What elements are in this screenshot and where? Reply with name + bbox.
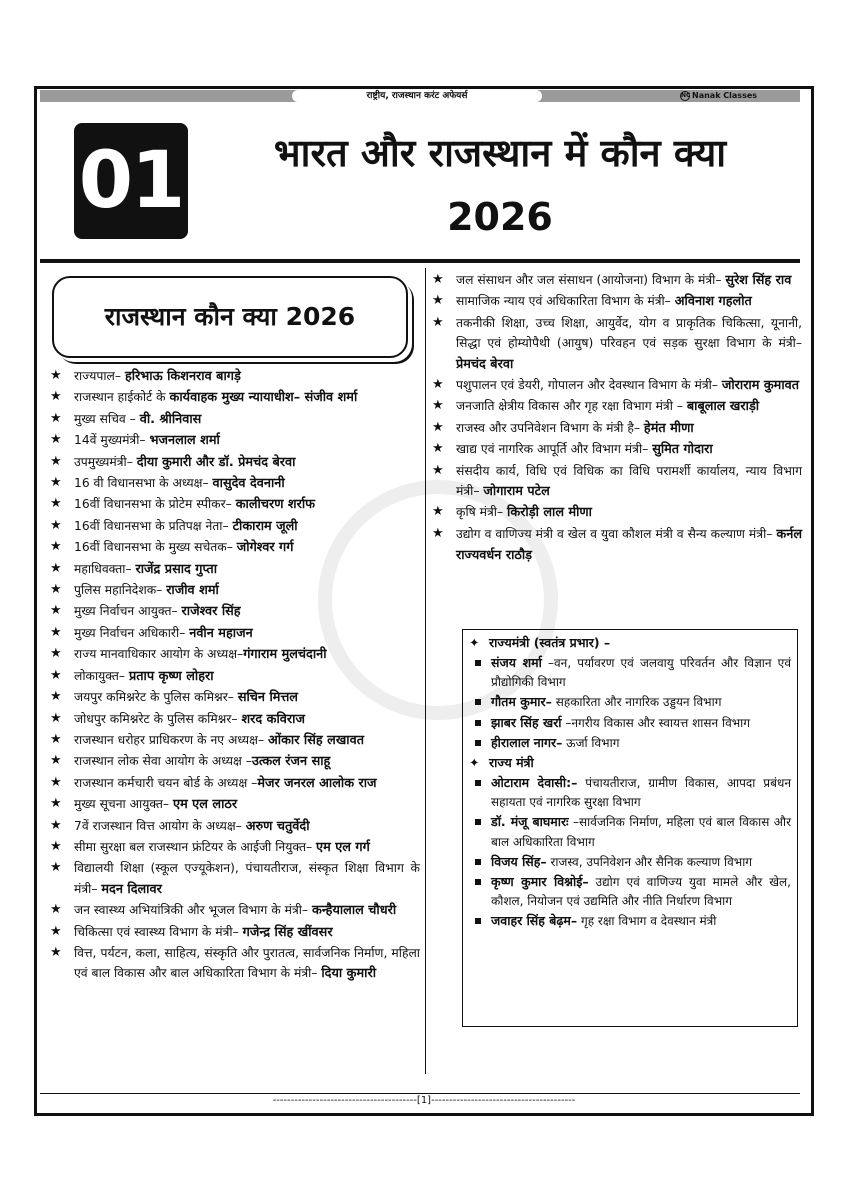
column-divider [425, 268, 426, 1074]
list-item-text [74, 452, 420, 473]
list-item-text [74, 794, 420, 815]
star-bullet-icon: ★ [432, 419, 444, 435]
list-item-text [74, 730, 420, 751]
item-label: जल संसाधन और जल संसाधन (आयोजना) विभाग के मंत्री– [456, 273, 726, 287]
item-label: सहकारिता और नागरिक उड्डयन विभाग [551, 695, 722, 710]
star-bullet-icon: ★ [432, 504, 444, 520]
list-item [50, 900, 420, 921]
star-bullet-icon: ★ [432, 441, 444, 457]
list-item [432, 313, 802, 375]
item-name: झाबर सिंह खर्रा [491, 714, 562, 730]
item-label: 16वीं विधानसभा के प्रोटेम स्पीकर– [74, 497, 236, 512]
list-item [432, 461, 802, 503]
star-bullet-icon: ★ [432, 314, 444, 330]
item-name: कालीचरण शर्राफ [235, 497, 316, 513]
star-bullet-icon: ★ [50, 475, 62, 491]
square-bullet-icon [469, 852, 491, 872]
list-item [50, 816, 420, 837]
star-bullet-icon: ★ [50, 368, 62, 383]
list-item [432, 270, 802, 291]
star-bullet-icon: ★ [50, 624, 62, 640]
square-bullet-icon [469, 733, 491, 753]
list-item [50, 730, 420, 751]
list-item [50, 687, 420, 708]
page-title-line2: 2026 [447, 195, 553, 239]
item-label: जोधपुर कमिश्नरेट के पुलिस कमिश्नर– [74, 711, 242, 726]
list-item-text [491, 713, 791, 733]
cross-bullet-icon: ✦ [469, 755, 480, 771]
list-item [469, 911, 791, 931]
item-label: जन स्वास्थ्य अभियांत्रिकी और भूजल विभाग के मंत्री– [74, 903, 312, 918]
list-item [50, 837, 420, 858]
item-name: ओटाराम देवासी:– [491, 775, 578, 791]
item-name: दीया कुमारी और डॉ. प्रेमचंद बेरवा [136, 454, 296, 470]
item-label: तकनीकी शिक्षा, उच्च शिक्षा, आयुर्वेद, योग व प्राकृतिक चिकित्सा, यूनानी, सिद्धा एवं होम्योपैथी (आयुष) परिवहन एवं सड़क सुरक्षा विभाग के मंत्री– [456, 315, 802, 351]
list-item [432, 375, 802, 396]
square-bullet-icon [469, 773, 491, 812]
star-bullet-icon: ★ [50, 667, 62, 683]
item-name: वासुदेव देवनानी [212, 476, 285, 492]
square-bullet-icon [469, 812, 491, 851]
item-name: हीरालाल नागर– [491, 734, 563, 750]
box-heading-2 [469, 753, 791, 773]
list-item [432, 396, 802, 417]
item-name: अविनाश गहलोत [674, 294, 752, 310]
list-item-text [74, 387, 420, 408]
left-column [50, 366, 420, 985]
list-item [432, 439, 802, 460]
item-name: मेजर जनरल आलोक राज [257, 775, 377, 791]
list-item [432, 502, 802, 523]
item-label: मुख्य निर्वाचन आयुक्त– [74, 604, 182, 619]
star-bullet-icon: ★ [50, 902, 62, 918]
list-item [469, 852, 791, 872]
star-bullet-icon: ★ [50, 817, 62, 833]
star-bullet-icon: ★ [50, 689, 62, 705]
list-item [50, 794, 420, 815]
item-name: प्रेमचंद बेरवा [456, 356, 514, 372]
item-label: –सार्वजनिक निर्माण, महिला एवं बाल विकास और बाल अधिकारिता विभाग [491, 815, 791, 849]
item-name: जवाहर सिंह बेढ़म– [491, 913, 578, 929]
list-item [50, 473, 420, 494]
item-label: कृषि मंत्री– [456, 505, 508, 520]
item-name: अरुण चतुर्वेदी [245, 818, 310, 834]
item-name: हेमंत मीणा [643, 420, 694, 436]
footer-divider [40, 1093, 800, 1094]
list-item [50, 559, 420, 580]
list-item [50, 409, 420, 430]
list-item [432, 524, 802, 567]
item-label: राजस्थान हाईकोर्ट के [74, 390, 170, 405]
item-label: पंचायतीराज, ग्रामीण विकास, आपदा प्रबंधन सहायता एवं नागरिक सुरक्षा विभाग [491, 776, 791, 810]
list-item [469, 872, 791, 911]
star-bullet-icon: ★ [50, 410, 62, 426]
list-item-text [74, 516, 420, 537]
item-label: 16 वी विधानसभा के अध्यक्ष– [74, 476, 213, 491]
star-bullet-icon: ★ [50, 603, 62, 619]
item-name: प्रताप कृष्ण लोहरा [128, 668, 214, 684]
list-item [469, 692, 791, 712]
list-item-text [456, 291, 802, 312]
list-item-text [491, 692, 791, 712]
item-name: कृष्ण कुमार विश्नोई– [491, 874, 589, 890]
list-item [50, 366, 420, 387]
list-item-text [456, 502, 802, 523]
list-item-text [456, 270, 802, 291]
list-item-text [74, 430, 420, 451]
item-label: सामाजिक न्याय एवं अधिकारिता विभाग के मंत्री– [456, 294, 675, 309]
list-item-text [491, 653, 791, 692]
list-item-text [74, 537, 420, 558]
item-label: राज्यपाल– [74, 369, 125, 383]
item-name: संजय शर्मा [491, 655, 542, 670]
item-name: उत्कल रंजन साहू [251, 754, 331, 770]
box-group-2 [469, 773, 791, 932]
list-item [432, 418, 802, 439]
list-item [469, 733, 791, 753]
list-item-text [74, 666, 420, 687]
star-bullet-icon: ★ [50, 496, 62, 512]
item-label: राजस्व और उपनिवेशन विभाग के मंत्री है– [456, 420, 644, 435]
list-item-text [74, 900, 420, 921]
list-item-text [74, 366, 420, 387]
list-item-text [456, 524, 802, 567]
list-item [50, 430, 420, 451]
star-bullet-icon: ★ [50, 710, 62, 726]
star-bullet-icon: ★ [50, 389, 62, 405]
item-label: लोकायुक्त– [74, 668, 129, 683]
star-bullet-icon: ★ [50, 560, 62, 576]
item-label: ऊर्जा विभाग [562, 735, 620, 750]
item-label: 16वीं विधानसभा के मुख्य सचेतक– [74, 540, 237, 555]
item-label: राज्य मानवाधिकार आयोग के अध्यक्ष– [74, 647, 244, 662]
item-label: मुख्य सचिव – [74, 411, 140, 426]
item-name: गंगाराम मुलचंदानी [243, 647, 327, 663]
list-item-text [74, 559, 420, 580]
list-item [432, 291, 802, 312]
item-name: राजीव शर्मा [166, 583, 219, 599]
page-number: ----------------------------------------[1]---------------------------------------- [272, 1095, 576, 1106]
item-name: ओंकार सिंह लखावत [268, 732, 365, 748]
right-column [432, 270, 802, 567]
list-item-text [74, 623, 420, 644]
item-label: पुलिस महानिदेशक– [74, 583, 167, 598]
square-bullet-icon [469, 911, 491, 931]
list-item-text [74, 473, 420, 494]
square-bullet-icon [469, 692, 491, 712]
square-bullet-icon [469, 872, 491, 911]
item-label: जनजाति क्षेत्रीय विकास और गृह रक्षा विभाग मंत्री – [456, 399, 687, 414]
item-label: खाद्य एवं नागरिक आपूर्ति और विभाग मंत्री– [456, 442, 653, 457]
list-item [469, 713, 791, 733]
page-title-line1: भारत और राजस्थान में कौन क्या [273, 131, 727, 175]
list-item [50, 452, 420, 473]
list-item [50, 858, 420, 900]
list-item [50, 943, 420, 985]
item-name: जोगेश्वर गर्ग [236, 540, 294, 556]
list-item-text [456, 418, 802, 439]
item-label: संसदीय कार्य, विधि एवं विधिक का विधि परामर्शी कार्यालय, न्याय विभाग मंत्री– [456, 463, 802, 499]
item-name: सुरेश सिंह राव [725, 273, 792, 288]
star-bullet-icon: ★ [50, 731, 62, 747]
item-name: जोगाराम पटेल [483, 484, 550, 500]
box-heading-1 [469, 633, 791, 653]
star-bullet-icon: ★ [50, 539, 62, 555]
item-name: सुमित गोदारा [652, 442, 713, 458]
item-label: गृह रक्षा विभाग व देवस्थान मंत्री [577, 914, 717, 929]
item-label: –नगरीय विकास और स्वायत्त शासन विभाग [561, 715, 751, 730]
box-heading-1-text: राज्यमंत्री (स्वतंत्र प्रभार) – [489, 635, 611, 650]
list-item [50, 387, 420, 408]
item-name: दिया कुमारी [321, 966, 377, 982]
item-label: सीमा सुरक्षा बल राजस्थान फ्रंटियर के आईजी नियुक्त– [74, 839, 317, 854]
list-item-text [74, 837, 420, 858]
star-bullet-icon: ★ [432, 377, 444, 393]
item-name: विजय सिंह– [491, 853, 547, 869]
list-item [50, 773, 420, 794]
item-name: टीकाराम जूली [232, 518, 298, 534]
square-bullet-icon [469, 653, 491, 692]
list-item-text [491, 872, 791, 911]
list-item [50, 494, 420, 515]
item-label: राजस्थान कर्मचारी चयन बोर्ड के अध्यक्ष – [74, 775, 258, 790]
list-item-text [74, 580, 420, 601]
list-item [50, 623, 420, 644]
item-name: राजेंद्र प्रसाद गुप्ता [135, 561, 218, 577]
list-item [50, 922, 420, 943]
item-label: उपमुख्यमंत्री– [74, 454, 137, 469]
top-bar-title: राष्ट्रीय, राजस्थान करंट अफेयर्स [292, 90, 542, 102]
chapter-number: 01 [74, 123, 188, 239]
item-name: बाबूलाल खराड़ी [686, 399, 760, 415]
item-label: 7वें राजस्थान वित्त आयोग के अध्यक्ष– [74, 818, 246, 833]
list-item [50, 537, 420, 558]
section-banner: राजस्थान कौन क्या 2026 [52, 276, 408, 358]
box-heading-2-text: राज्य मंत्री [489, 755, 534, 771]
item-name: गजेन्द्र सिंह खींवसर [242, 924, 333, 940]
item-label: उद्योग एवं वाणिज्य युवा मामले और खेल, कौशल, नियोजन एवं उद्यमिति और नीति निर्धारण विभाग [491, 875, 791, 909]
star-bullet-icon: ★ [50, 432, 62, 448]
item-label: चिकित्सा एवं स्वास्थ्य विभाग के मंत्री– [74, 924, 243, 939]
item-label: जयपुर कमिश्नरेट के पुलिस कमिश्नर– [74, 690, 238, 705]
list-item-text [456, 461, 802, 503]
star-bullet-icon: ★ [50, 582, 62, 598]
item-label: –वन, पर्यावरण एवं जलवायु परिवर्तन और विज्ञान एवं प्रौद्योगिकी विभाग [491, 656, 791, 690]
item-name: भजनलाल शर्मा [149, 433, 220, 449]
star-bullet-icon: ★ [50, 753, 62, 769]
list-item [50, 751, 420, 772]
star-bullet-icon: ★ [50, 860, 62, 876]
item-label: राजस्थान धरोहर प्राधिकरण के नए अध्यक्ष– [74, 732, 269, 747]
list-item-text [491, 773, 791, 812]
list-item-text [491, 911, 791, 931]
cross-bullet-icon: ✦ [469, 635, 480, 650]
item-label: वित्त, पर्यटन, कला, साहित्य, संस्कृति और पुरातत्व, सार्वजनिक निर्माण, महिला एवं बाल विकास और बाल अधिकारिता विभाग के मंत्री– [74, 945, 420, 981]
box-group-1 [469, 653, 791, 753]
list-item [469, 653, 791, 692]
list-item-text [74, 943, 420, 985]
list-item-text [456, 313, 802, 375]
item-label: उद्योग व वाणिज्य मंत्री व खेल व युवा कौशल मंत्री व सैन्य कल्याण मंत्री– [456, 526, 777, 541]
list-item-text [74, 816, 420, 837]
list-item-text [456, 439, 802, 460]
star-bullet-icon: ★ [50, 646, 62, 662]
header-divider [40, 259, 800, 263]
star-bullet-icon: ★ [50, 838, 62, 854]
list-item-text [74, 644, 420, 665]
item-label: 14वें मुख्यमंत्री– [74, 433, 150, 448]
list-item-text [491, 852, 791, 872]
list-item [50, 709, 420, 730]
item-label: विद्यालयी शिक्षा (स्कूल एज्यूकेशन), पंचायतीराज, संस्कृत शिक्षा विभाग के मंत्री– [74, 861, 420, 896]
star-bullet-icon: ★ [432, 525, 444, 541]
list-item-text [74, 773, 420, 794]
list-item-text [74, 709, 420, 730]
item-name: एम एल लाठर [173, 797, 238, 813]
list-item-text [491, 812, 791, 851]
star-bullet-icon: ★ [432, 272, 444, 287]
item-label: 16वीं विधानसभा के प्रतिपक्ष नेता– [74, 518, 233, 533]
brand-logo-icon: NC [681, 92, 691, 99]
list-item-text [74, 494, 420, 515]
list-item-text [491, 733, 791, 753]
list-item [50, 666, 420, 687]
item-label: राजस्व, उपनिवेशन और सैनिक कल्याण विभाग [546, 854, 753, 869]
item-name: कर्नल राज्यवर्धन राठौड़ [456, 526, 802, 564]
list-item [469, 773, 791, 812]
item-name: किरोड़ी लाल मीणा [507, 505, 592, 521]
square-bullet-icon [469, 713, 491, 733]
list-item [50, 580, 420, 601]
item-name: हरिभाऊ किशनराव बागड़े [124, 369, 241, 384]
star-bullet-icon: ★ [432, 462, 444, 478]
star-bullet-icon: ★ [50, 796, 62, 812]
star-bullet-icon: ★ [50, 517, 62, 533]
list-item [50, 601, 420, 622]
item-name: जोराराम कुमावत [721, 378, 800, 394]
list-item-text [74, 687, 420, 708]
item-name: सचिन मित्तल [237, 690, 298, 706]
list-item-text [74, 922, 420, 943]
item-name: कन्हैयालाल चौधरी [312, 903, 397, 919]
list-item [50, 516, 420, 537]
ministers-box [462, 629, 798, 1027]
item-label: महाधिवक्ता– [74, 561, 136, 576]
star-bullet-icon: ★ [50, 944, 62, 960]
list-item-text [74, 409, 420, 430]
item-name: एम एल गर्ग [316, 839, 370, 855]
brand-name: Nanak Classes [692, 91, 758, 100]
item-label: मुख्य निर्वाचन अधिकारी– [74, 625, 190, 640]
item-name: डॉ. मंजू बाघमारः [491, 814, 569, 830]
item-name: राजेश्वर सिंह [181, 604, 241, 620]
item-name: कार्यवाहक मुख्य न्यायाधीश– संजीव शर्मा [169, 390, 358, 406]
item-name: शरद कविराज [241, 711, 305, 727]
list-item-text [74, 601, 420, 622]
item-label: पशुपालन एवं डेयरी, गोपालन और देवस्थान विभाग के मंत्री– [456, 378, 722, 393]
star-bullet-icon: ★ [432, 293, 444, 309]
list-item-text [456, 375, 802, 396]
item-name: मदन दिलावर [101, 881, 162, 897]
list-item [469, 812, 791, 851]
star-bullet-icon: ★ [50, 923, 62, 939]
item-name: नवीन महाजन [189, 625, 253, 641]
star-bullet-icon: ★ [432, 398, 444, 414]
item-label: मुख्य सूचना आयुक्त– [74, 797, 173, 812]
item-name: गौतम कुमार– [491, 694, 552, 710]
list-item-text [74, 751, 420, 772]
item-name: वी. श्रीनिवास [139, 411, 202, 427]
star-bullet-icon: ★ [50, 453, 62, 469]
list-item-text [74, 858, 420, 900]
star-bullet-icon: ★ [50, 774, 62, 790]
list-item [50, 644, 420, 665]
list-item-text [456, 396, 802, 417]
item-label: राजस्थान लोक सेवा आयोग के अध्यक्ष – [74, 754, 252, 769]
brand [680, 90, 757, 102]
